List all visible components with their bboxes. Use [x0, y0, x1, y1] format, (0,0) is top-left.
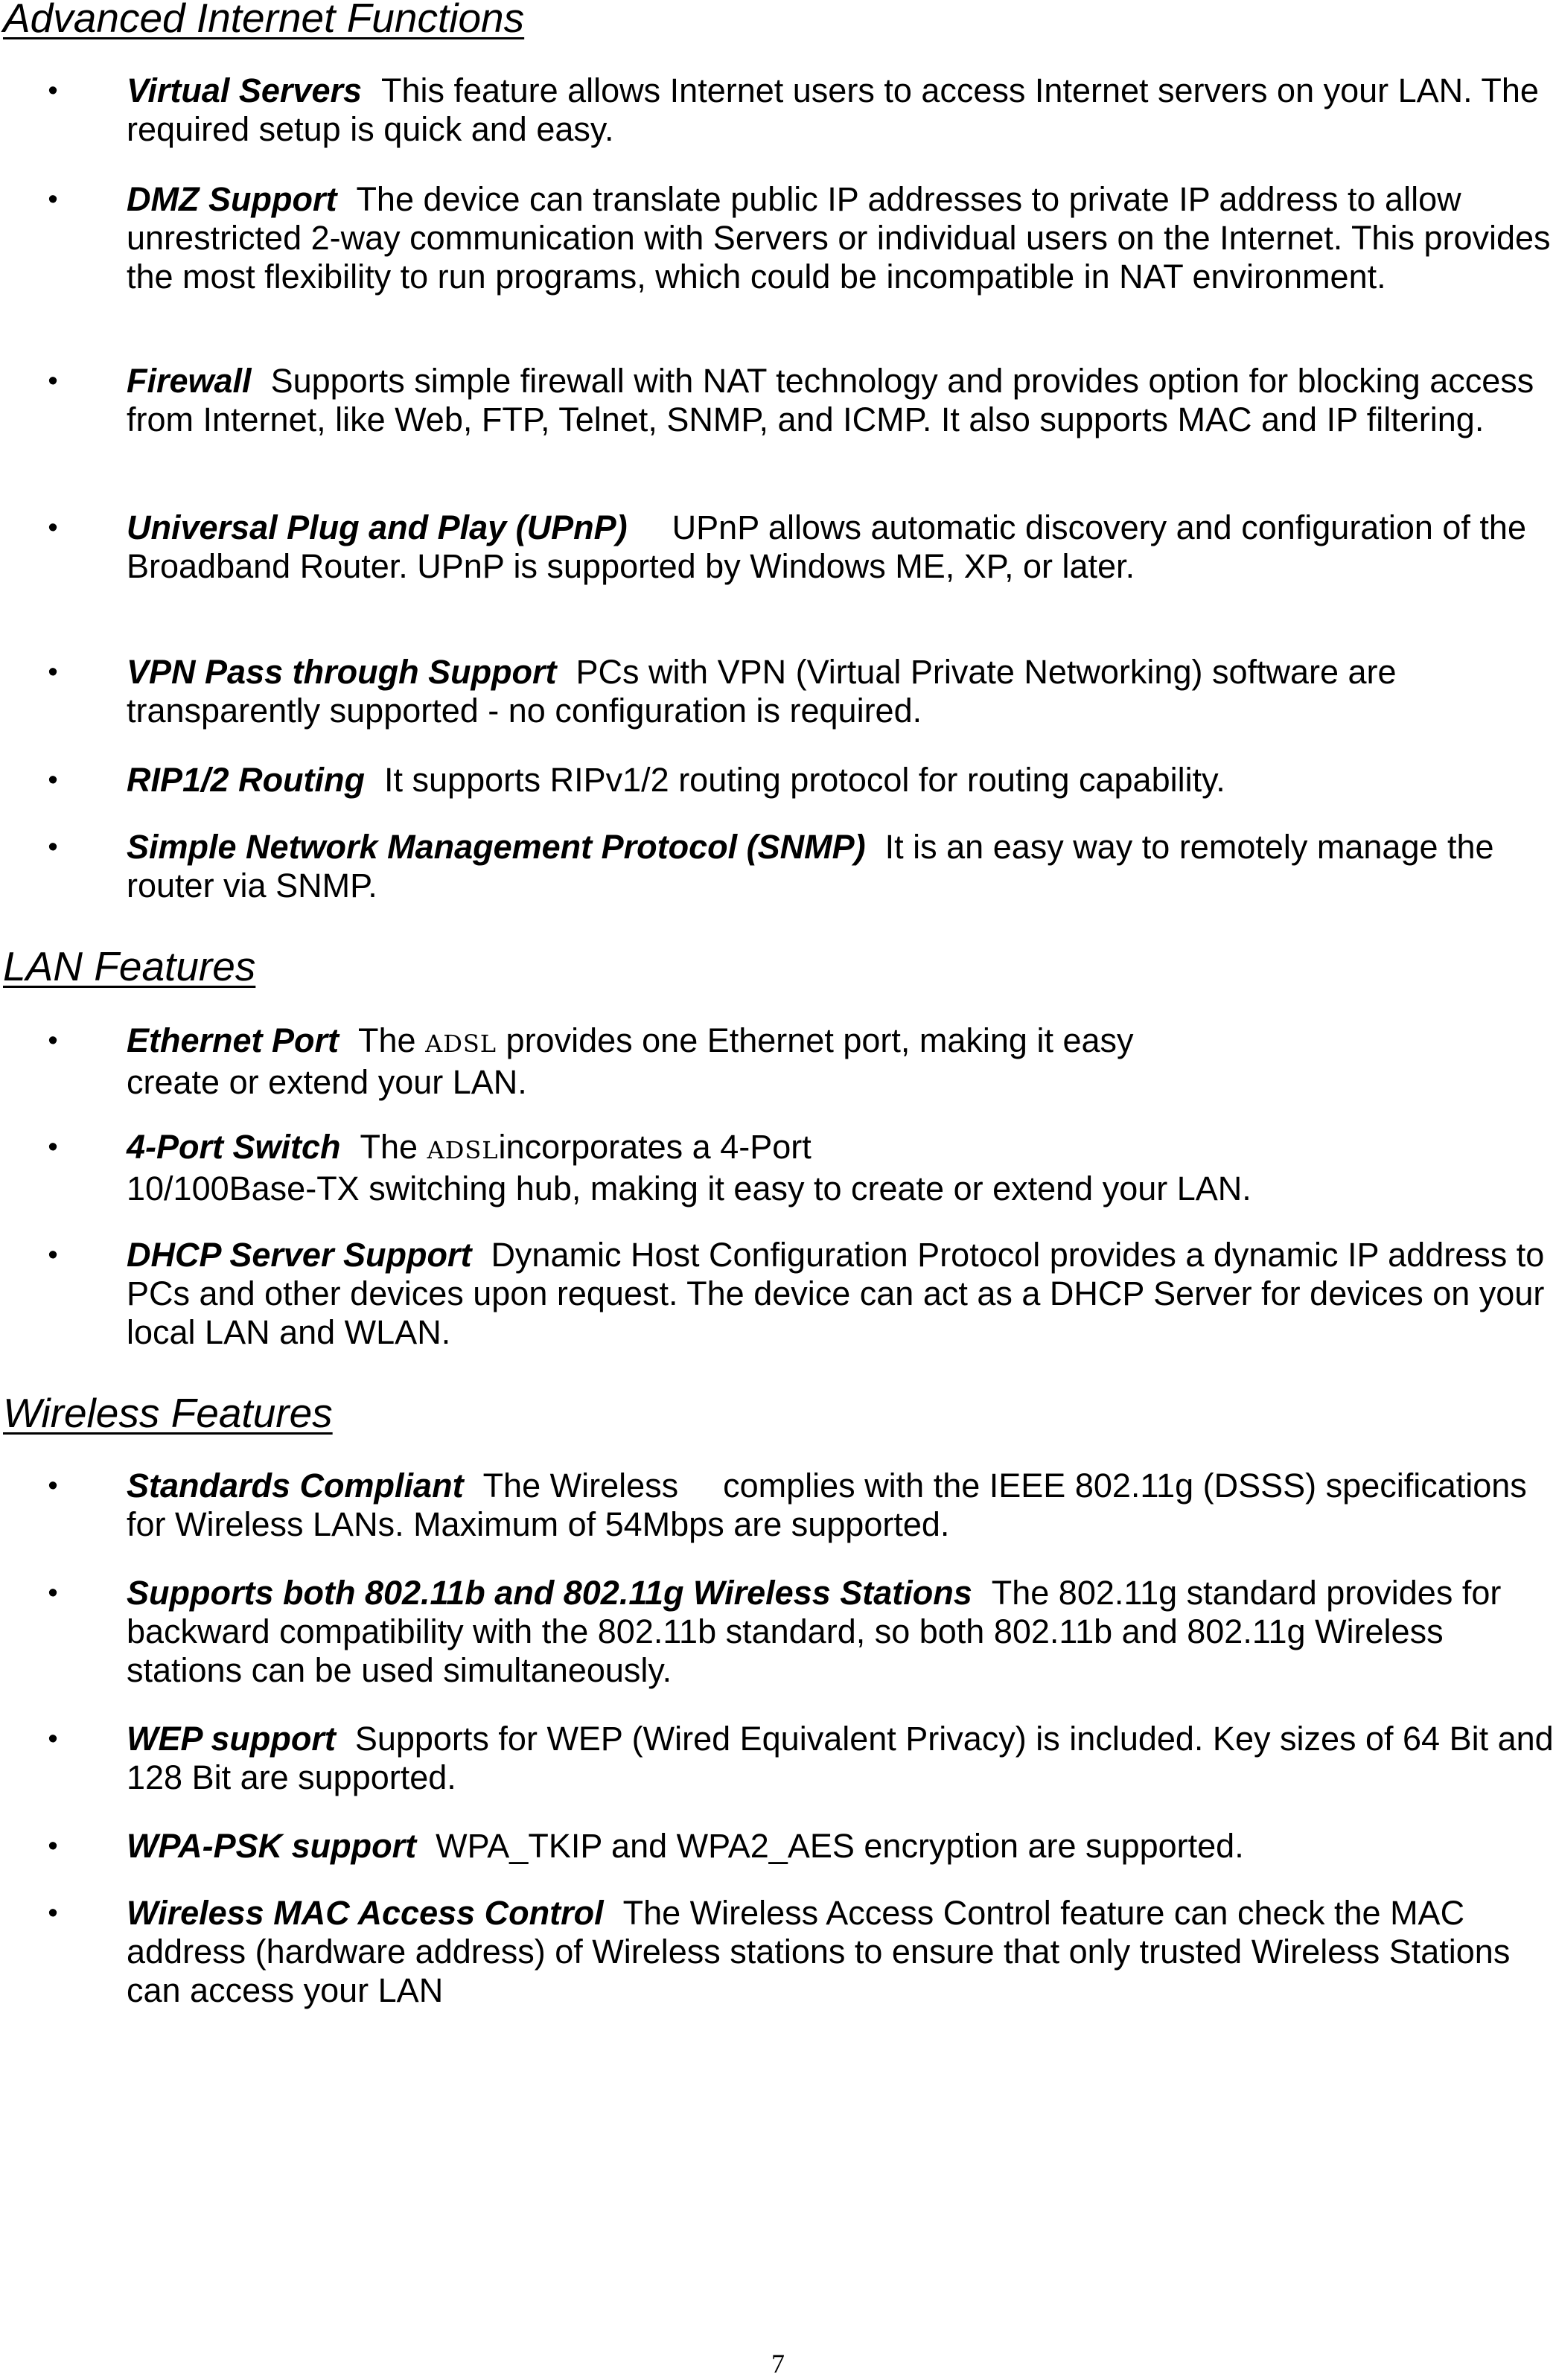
item-term: Standards Compliant	[127, 1467, 464, 1505]
item-description: This feature allows Internet users to access Internet servers on your LAN. The required setup is quick and easy.	[127, 71, 1539, 148]
item-term: RIP1/2 Routing	[127, 761, 366, 799]
section-heading-wireless-features: Wireless Features	[3, 1390, 333, 1436]
section-heading-advanced-internet-functions: Advanced Internet Functions	[3, 0, 525, 41]
item-text	[127, 508, 1555, 586]
item-description: UPnP allows automatic discovery and configuration of the Broadband Router. UPnP is supported by Windows ME, XP, or later.	[127, 508, 1526, 585]
item-description: PCs with VPN (Virtual Private Networking) software are transparently supported - no configuration is required.	[127, 653, 1397, 730]
item-text	[127, 1720, 1555, 1797]
item-term: WEP support	[127, 1720, 336, 1758]
item-text	[127, 1021, 1555, 1102]
page-number: 7	[771, 2349, 785, 2379]
item-text	[127, 653, 1555, 730]
bullet-icon: •	[48, 75, 58, 106]
item-description: Supports simple firewall with NAT technology and provides option for blocking access from Internet, like Web, FTP, Telnet, SNMP, and ICMP. It also supports MAC and IP filtering.	[127, 362, 1534, 438]
item-text	[127, 1894, 1555, 2010]
item-text	[127, 761, 1555, 800]
bullet-icon: •	[48, 765, 58, 796]
item-text	[127, 1467, 1555, 1544]
item-description: The 802.11g standard provides for backward compatibility with the 802.11b standard, so both 802.11b and 802.11g Wireless stations can be used simultaneously.	[127, 1574, 1502, 1689]
section-heading-lan-features: LAN Features	[3, 943, 256, 989]
item-term: Universal Plug and Play (UPnP)	[127, 508, 628, 546]
bullet-icon: •	[48, 1240, 58, 1271]
item-text	[127, 362, 1555, 439]
item-term: VPN Pass through Support	[127, 653, 557, 691]
item-description: provides one Ethernet port, making it easy	[506, 1021, 1134, 1059]
bullet-icon: •	[48, 1898, 58, 1929]
item-description: complies with the IEEE 802.11g (DSSS) specifications for Wireless LANs. Maximum of 54Mbps are supported.	[127, 1467, 1527, 1543]
item-text	[127, 1827, 1555, 1866]
item-description: It supports RIPv1/2 routing protocol for routing capability.	[384, 761, 1225, 799]
item-product-name: ADSL	[425, 1030, 497, 1058]
bullet-icon: •	[48, 1025, 58, 1056]
item-description: Supports for WEP (Wired Equivalent Privacy) is included. Key sizes of 64 Bit and 128 Bit are supported.	[127, 1720, 1554, 1796]
bullet-icon: •	[48, 366, 58, 397]
item-description-prefix: The Wireless	[482, 1467, 679, 1505]
bullet-icon: •	[48, 1723, 58, 1755]
bullet-icon: •	[48, 1577, 58, 1609]
item-description: incorporates a 4-Port	[498, 1128, 812, 1166]
item-term: 4-Port Switch	[127, 1128, 341, 1166]
item-description-prefix: The	[360, 1128, 418, 1166]
item-description-line2: 10/100Base-TX switching hub, making it easy to create or extend your LAN.	[127, 1170, 1252, 1207]
item-term: WPA-PSK support	[127, 1827, 417, 1865]
item-description: The Wireless Access Control feature can check the MAC address (hardware address) of Wireless stations to ensure that only trusted Wireless Stations can access your LAN	[127, 1894, 1511, 2009]
item-product-name: ADSL	[427, 1136, 499, 1164]
item-term: Simple Network Management Protocol (SNMP)	[127, 828, 866, 866]
item-text	[127, 180, 1555, 296]
item-description-prefix: The	[358, 1021, 416, 1059]
item-description: It is an easy way to remotely manage the router via SNMP.	[127, 828, 1494, 905]
item-description: Dynamic Host Configuration Protocol provides a dynamic IP address to PCs and other devices upon request. The device can act as a DHCP Server for devices on your local LAN and WLAN.	[127, 1236, 1545, 1351]
item-description-line2: create or extend your LAN.	[127, 1063, 527, 1101]
item-term: Firewall	[127, 362, 252, 400]
item-term: Wireless MAC Access Control	[127, 1894, 604, 1932]
item-text	[127, 828, 1555, 905]
bullet-icon: •	[48, 512, 58, 543]
bullet-icon: •	[48, 832, 58, 863]
item-term: Ethernet Port	[127, 1021, 339, 1059]
bullet-icon: •	[48, 1831, 58, 1862]
bullet-icon: •	[48, 657, 58, 688]
item-text	[127, 1574, 1555, 1690]
bullet-icon: •	[48, 1132, 58, 1163]
item-description: WPA_TKIP and WPA2_AES encryption are supported.	[436, 1827, 1244, 1865]
item-text	[127, 71, 1555, 149]
item-text	[127, 1128, 1555, 1208]
bullet-icon: •	[48, 184, 58, 215]
item-text	[127, 1236, 1555, 1352]
item-description: The device can translate public IP addresses to private IP address to allow unrestricted 2-way communication with Servers or individual users on the Internet. This provides the most flexibility to run programs, which could be incompatible in NAT environment.	[127, 180, 1551, 296]
bullet-icon: •	[48, 1470, 58, 1502]
item-term: DHCP Server Support	[127, 1236, 472, 1274]
item-term: Virtual Servers	[127, 71, 363, 109]
item-term: DMZ Support	[127, 180, 337, 218]
item-term: Supports both 802.11b and 802.11g Wireless Stations	[127, 1574, 972, 1612]
